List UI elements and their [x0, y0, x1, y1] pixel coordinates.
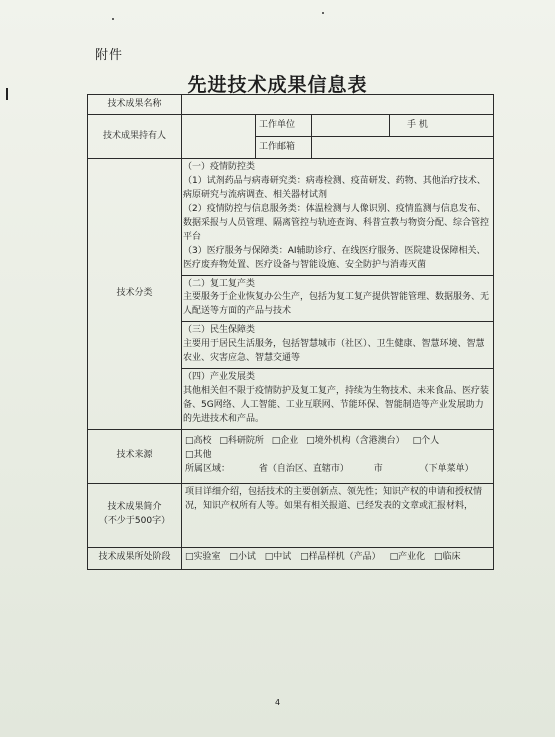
attachment-label: 附件 — [95, 48, 124, 63]
name-field[interactable] — [182, 95, 494, 115]
work-unit-field[interactable] — [312, 115, 390, 137]
row-category — [88, 159, 494, 430]
stage-option-industrial[interactable]: □产业化 — [389, 552, 426, 563]
source-cell — [182, 429, 494, 483]
row-intro — [88, 483, 494, 547]
region-label: 所属区域： — [185, 464, 231, 475]
region-dropdown[interactable]: （下单菜单） — [419, 464, 474, 475]
source-option-overseas[interactable]: □境外机构（含港澳台） — [306, 436, 405, 447]
email-label: 工作邮箱 — [256, 137, 312, 159]
holder-field[interactable] — [182, 115, 256, 159]
category-block — [182, 369, 493, 429]
intro-label-note: （不少于500字） — [98, 516, 171, 527]
row-name — [88, 95, 494, 115]
intro-text[interactable]: 项目详细介绍，包括技术的主要创新点、领先性；知识产权的申请和授权情况，知识产权所有人等。如果有相关报道、已经发表的文章或汇报材料， — [182, 483, 494, 547]
speck — [112, 18, 114, 20]
source-option-institute[interactable]: □科研院所 — [219, 436, 264, 447]
category-line: （1）试剂药品与病毒研究类：病毒检测、疫苗研发、药物、其他治疗技术、病原研究与流病调查、相关器材试剂 — [183, 175, 486, 200]
source-options — [185, 435, 490, 449]
city-field[interactable]: 市 — [373, 464, 383, 475]
row-work-unit — [88, 115, 494, 137]
source-option-enterprise[interactable]: □企业 — [271, 436, 299, 447]
source-option-other[interactable]: □其他 — [185, 450, 212, 461]
phone-cell[interactable] — [390, 115, 494, 137]
category-block — [182, 322, 493, 369]
work-unit-label: 工作单位 — [256, 115, 312, 137]
category-head: （四）产业发展类 — [183, 372, 256, 383]
form-title: 先进技术成果信息表 — [187, 74, 368, 96]
category-block — [182, 159, 493, 276]
category-line: 主要服务于企业恢复办公生产，包括为复工复产提供智能管理、数据服务、无人配送等方面的产品与技术 — [183, 292, 490, 317]
category-line: 其他相关但不限于疫情防护及复工复产，持续为生物技术、未来食品、医疗装备、5G网络、人工智能、工业互联网、节能环保、智能制造等产业发展助力的先进技术和产品。 — [183, 386, 490, 424]
speck — [322, 12, 324, 14]
info-form-table — [87, 94, 494, 570]
category-block — [182, 276, 493, 323]
category-head: （一）疫情防控类 — [183, 162, 256, 172]
source-option-university[interactable]: □高校 — [185, 436, 212, 447]
province-field[interactable]: 省（自治区、直辖市） — [258, 464, 349, 475]
stage-cell — [182, 547, 494, 569]
category-line: （3）医疗服务与保障类：AI辅助诊疗、在线医疗服务、医院建设保障相关、医疗废弃物处置、医疗设备与智能设施、安全防护与消毒灭菌 — [183, 245, 486, 270]
source-label: 技术来源 — [88, 429, 182, 483]
stage-label: 技术成果所处阶段 — [88, 547, 182, 569]
name-label: 技术成果名称 — [88, 95, 182, 115]
phone-label: 手 机 — [407, 119, 428, 130]
region-line — [185, 463, 490, 477]
row-stage — [88, 547, 494, 569]
stage-option-clinical[interactable]: □临床 — [433, 552, 461, 563]
stage-option-lab[interactable]: □实验室 — [185, 552, 221, 563]
row-source — [88, 429, 494, 483]
intro-label-line: 技术成果简介 — [107, 502, 162, 513]
source-option-individual[interactable]: □个人 — [412, 436, 440, 447]
category-line: 主要用于居民生活服务，包括智慧城市（社区）、卫生健康、智慧环境、智慧农业、灾害应急、智慧交通等 — [183, 339, 485, 364]
email-field[interactable] — [312, 137, 494, 159]
category-head: （二）复工复产类 — [183, 278, 256, 289]
category-label: 技术分类 — [88, 159, 182, 430]
category-head: （三）民生保障类 — [183, 325, 256, 336]
stage-option-pilot[interactable]: □中试 — [264, 552, 292, 563]
category-cell — [182, 159, 494, 430]
category-line: （2）疫情防控与信息服务类：体温检测与人像识别、疫情监测与信息发布、数据采报与人员管理、隔离管控与轨迹查询、科普宣教与物资分配、综合管控平台 — [183, 203, 490, 242]
stage-option-prototype[interactable]: □样品样机（产品） — [300, 552, 381, 563]
intro-label — [88, 483, 182, 547]
stage-option-small-trial[interactable]: □小试 — [229, 552, 256, 563]
holder-label: 技术成果持有人 — [88, 115, 182, 159]
page-number: 4 — [274, 698, 281, 707]
